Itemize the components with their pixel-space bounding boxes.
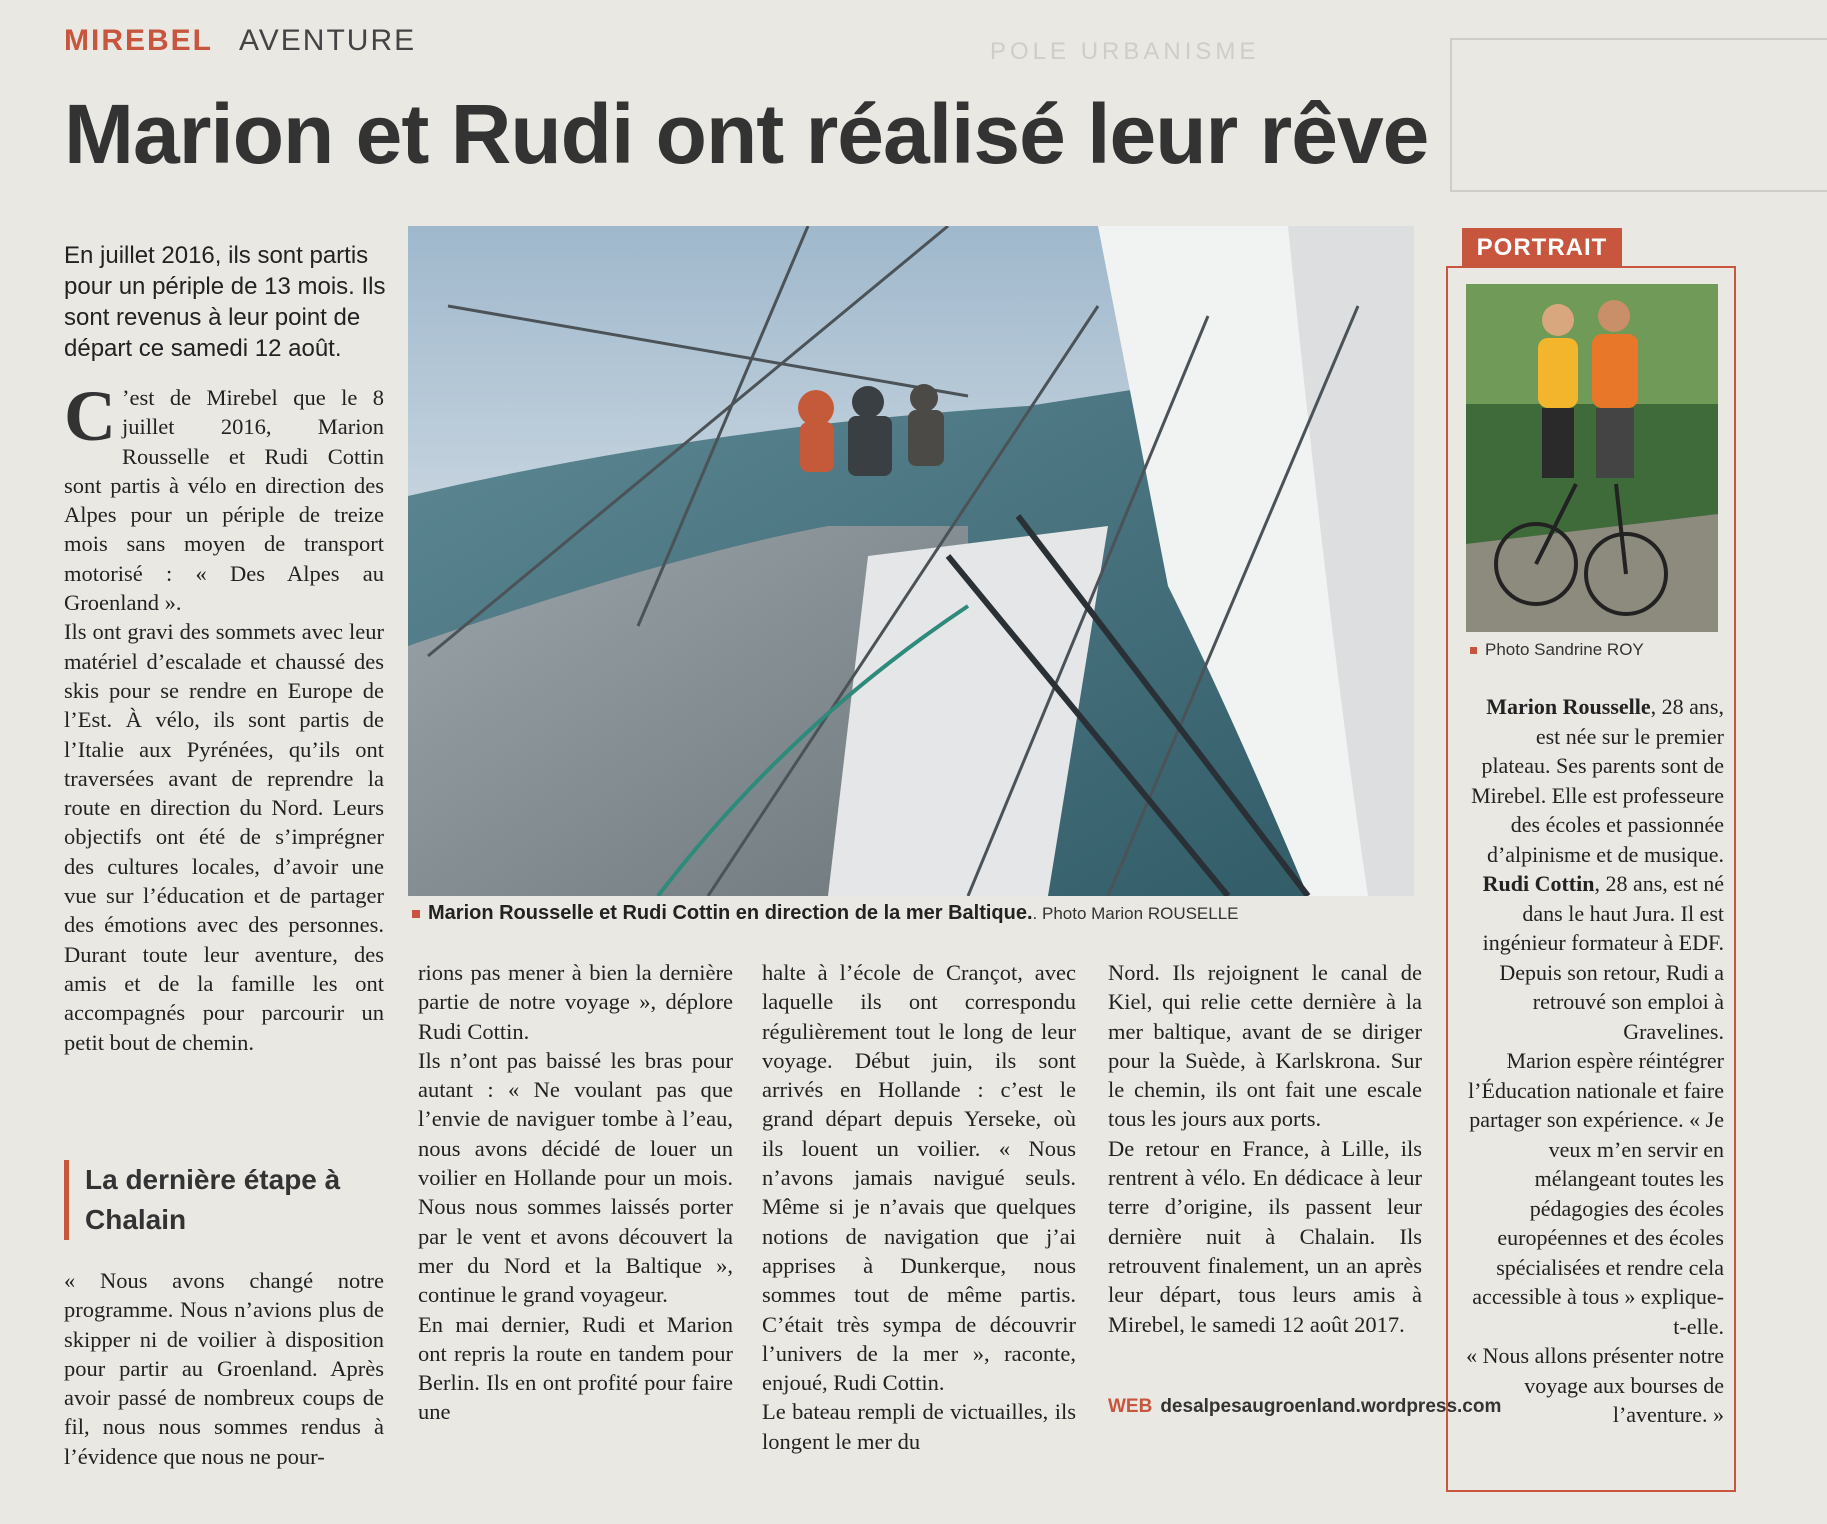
paragraph: Nord. Ils rejoignent le canal de Kiel, qui relie cette dernière à la mer baltique, avant de se diriger pour la Suède, à Karlskrona. Sur le chemin, ils ont fait une escale tous les jours aux ports. — [1108, 960, 1422, 1132]
photo-caption — [412, 902, 1422, 925]
rubric-location: MIREBEL — [64, 24, 213, 57]
portrait-credit — [1470, 640, 1644, 660]
rubric-section: AVENTURE — [239, 24, 417, 57]
paragraph: Marion espère réintégrer l’Éducation nationale et faire partager son expérience. « Je veux m’en servir en mélangeant toutes les pédagogies des écoles européennes et des écoles spécialisées et rendre cela accessible à tous » explique-t-elle. — [1468, 1048, 1724, 1339]
person-name: Marion Rousselle — [1486, 694, 1651, 719]
bleed-through-text: POLE URBANISME — [990, 38, 1260, 65]
article-column-4 — [1108, 958, 1422, 1339]
paragraph: « Nous avons changé notre programme. Nous n’avions plus de skipper ni de voilier à disposition pour partir au Groenland. Après avoir passé de nombreux coups de fil, nous nous sommes rendus à l’évidence que nous ne pour- — [64, 1268, 384, 1469]
paragraph: Le bateau rempli de victuailles, ils longent le mer du — [762, 1399, 1076, 1454]
paragraph: rions pas mener à bien la dernière partie de notre voyage », déplore Rudi Cottin. — [418, 960, 733, 1044]
paragraph: Ils n’ont pas baissé les bras pour autant : « Ne voulant pas que l’envie de naviguer tombe à l’eau, nous avons décidé de louer un voilier en Hollande pour un mois. Nous nous sommes laissés porter par le vent et avons découvert la mer du Nord et la Baltique », continue le grand voyageur. — [418, 1047, 733, 1308]
sailing-photo — [408, 226, 1414, 896]
article-column-3 — [762, 958, 1076, 1456]
headline: Marion et Rudi ont réalisé leur rêve — [64, 87, 1429, 181]
web-label: WEB — [1108, 1396, 1153, 1417]
portrait-photo — [1466, 284, 1718, 632]
portrait-text — [1466, 692, 1724, 1430]
paragraph-text: , 28 ans, est né dans le haut Jura. Il est ingénieur formateur à EDF. Depuis son retour, Rudi a retrouvé son emploi à Gravelines. — [1482, 871, 1724, 1044]
paragraph — [1466, 692, 1724, 869]
paragraph: En mai dernier, Rudi et Marion ont repris la route en tandem pour Berlin. Ils en ont profité pour faire une — [418, 1311, 733, 1425]
photo-credit: . Photo Marion ROUSELLE — [1032, 904, 1239, 923]
sailboat-illustration — [408, 226, 1414, 896]
paragraph — [64, 376, 384, 617]
web-url[interactable]: desalpesaugroenland.wordpress.com — [1160, 1396, 1502, 1417]
person-name: Rudi Cottin — [1482, 871, 1595, 896]
paragraph: De retour en France, à Lille, ils rentrent à vélo. En dédicace à leur terre d’origine, ils passent leur dernière nuit à Chalain. Ils retrouvent finalement, un an après leur départ, tous leurs amis à Mirebel, le samedi 12 août 2017. — [1108, 1135, 1422, 1337]
paragraph: « Nous allons présenter notre voyage aux bourses de l’aventure. » — [1466, 1343, 1724, 1427]
caption-text: Marion Rousselle et Rudi Cottin en direction de la mer Baltique. — [428, 902, 1033, 924]
drop-cap: C — [64, 376, 116, 456]
portrait-tag: PORTRAIT — [1462, 228, 1622, 268]
article-column-2 — [418, 958, 733, 1427]
cyclists-illustration — [1466, 284, 1718, 632]
web-reference — [1108, 1394, 1502, 1420]
paragraph — [1466, 869, 1724, 1046]
paragraph: halte à l’école de Crançot, avec laquelle ils ont correspondu régulièrement tout le long de leur voyage. Début juin, ils sont arrivés en Hollande : c’est le grand départ depuis Yerseke, où ils louent un voilier. « Nous n’avons jamais navigué seuls. Même si je n’avais que quelques notions de navigation que j’ai apprises à Dunkerque, nous sommes tout de même partis. C’était très sympa de découvrir l’univers de la mer », raconte, enjoué, Rudi Cottin. — [762, 960, 1076, 1396]
article-column-1-continued — [64, 1266, 384, 1471]
caption-marker — [412, 910, 420, 918]
paragraph: Ils ont gravi des sommets avec leur matériel d’escalade et chaussé des skis pour se rendre en Europe de l’Est. À vélo, ils sont partis de l’Italie aux Pyrénées, qu’ils ont traversées avant de reprendre la route en direction du Nord. Leurs objectifs ont été de s’imprégner des cultures locales, d’avoir une vue sur l’éducation et de partager des émotions avec des personnes. Durant toute leur aventure, des amis et de la famille les ont accompagnés pour parcourir un petit bout de chemin. — [64, 619, 384, 1055]
chapo: En juillet 2016, ils sont partis pour un périple de 13 mois. Ils sont revenus à leur point de départ ce samedi 12 août. — [64, 242, 386, 362]
rubric — [64, 24, 416, 58]
subheading: La dernière étape à Chalain — [64, 1160, 395, 1240]
paragraph-text: ’est de Mirebel que le 8 juillet 2016, Marion Rousselle et Rudi Cottin sont partis à vélo en direction des Alpes pour un périple de treize mois sans moyen de transport motorisé : « Des Alpes au Groenland ». — [64, 385, 384, 616]
portrait-credit-text: Photo Sandrine ROY — [1485, 640, 1644, 659]
paragraph-text: , 28 ans, est née sur le premier plateau. Ses parents sont de Mirebel. Elle est professeure des écoles et passionnée d’alpinisme et de musique. — [1471, 694, 1724, 867]
credit-marker — [1470, 647, 1477, 654]
article-column-1 — [64, 376, 384, 1057]
